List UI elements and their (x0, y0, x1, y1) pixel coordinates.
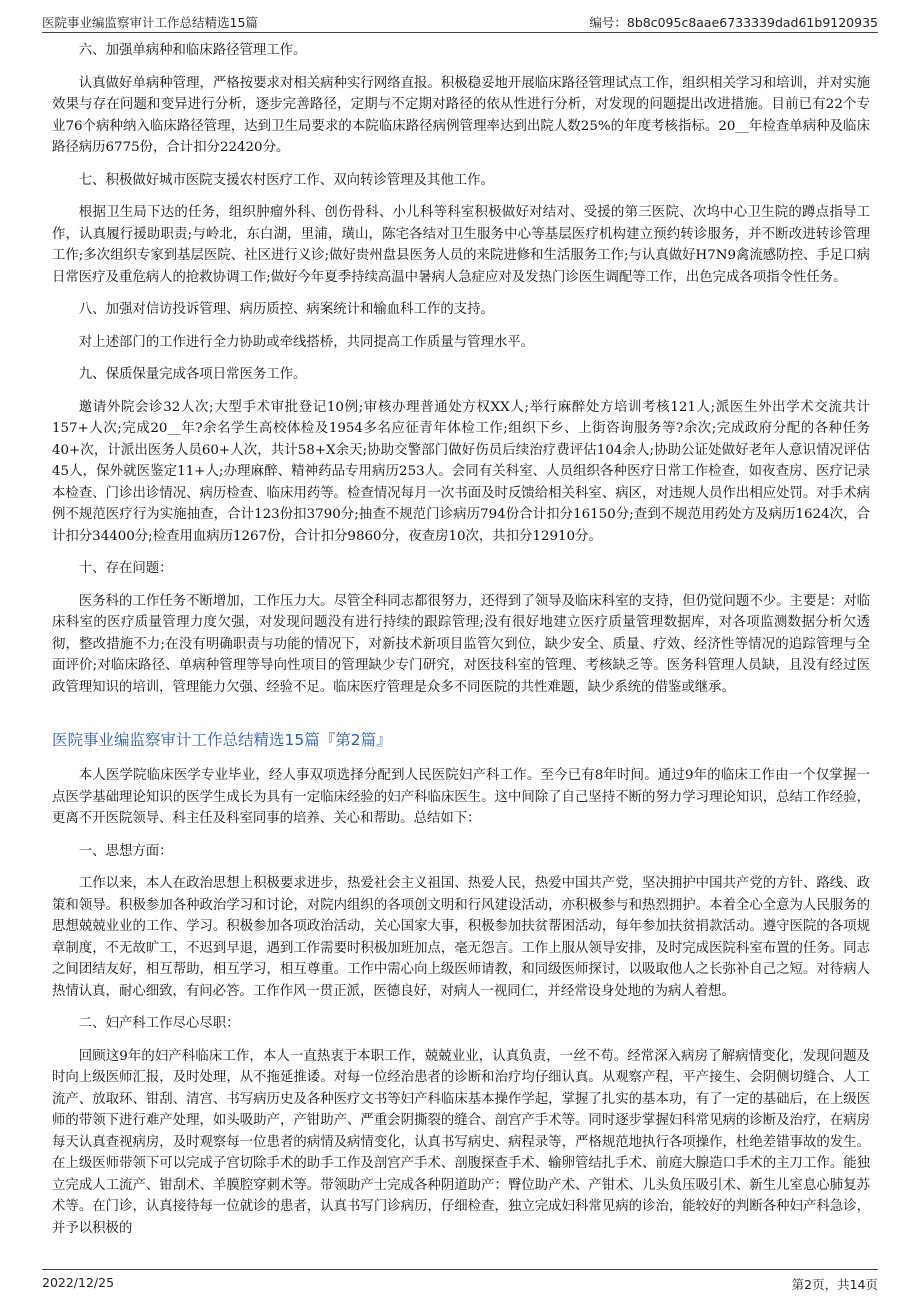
page-footer (42, 1269, 878, 1292)
document-title: 医院事业编监察审计工作总结精选15篇 (42, 15, 258, 30)
footer-date: 2022/12/25 (42, 1275, 115, 1290)
paragraph: 对上述部门的工作进行全力协助或牵线搭桥，共同提高工作质量与管理水平。 (78, 334, 535, 350)
paragraph: 一、思想方面： (78, 843, 173, 859)
paragraph: 九、保质保量完成各项日常医务工作。 (78, 367, 307, 382)
paragraph: 回顾这9年的妇产科临床工作，本人一直热衷于本职工作，兢兢业业，认真负责，一丝不苟。经常深入病房了解病情变化，发现问题及时向上级医师汇报，及时处理，从不拖延推诿。对每一位经治患者的诊断和治疗均仔细认真。从观察产程，平产接生、会阴侧切缝合、人工流产、放取环、钳刮、清宫、书写病历史及各种医疗文书等妇产科临床基本操作学起，掌握了扎实的基本功，有了一定的基础后，在上级医师的带领下进行难产处理，如头吸助产，产钳助产、严重会阴撕裂的缝合、剖宫产手术等。同时逐步掌握妇科常见病的诊断及治疗，在病房每天认真查视病房，及时观察每一位患者的病情及病情变化，认真书写病史、病程录等，严格规范地执行各项操作，杜绝差错事故的发生。在上级医师带领下可以完成子宫切除手术的助手工作及剖宫产手术、剖腹探查手术、输卵管结扎手术、前庭大腺造口手术的主刀工作。能独立完成人工流产、钳刮术、羊膜腔穿刺术等。带领助产士完成各种阴道助产：臀位助产术、产钳术、儿头负压吸引术、新生儿室息心肺复苏术等。在门诊，认真接待每一位就诊的患者，认真书写门诊病历，仔细检查，独立完成妇科常见病的诊治，能较好的判断各种妇产科急诊，并予以积极的 (52, 1048, 870, 1236)
paragraph: 八、加强对信访投诉管理、病历质控、病案统计和输血科工作的支持。 (78, 302, 494, 317)
paragraph: 医务科的工作任务不断增加，工作压力大。尽管全科同志都很努力，还得到了领导及临床科室的支持，但仍觉问题不少。主要是：对临床科室的医疗质量管理力度欠强，对发现问题没有进行持续的跟踪管理;没有很好地建立医疗质量管理数据库，对各项监测数据分析欠透彻，整改措施不力;在没有明确职责与功能的情况下，对新技术新项目监管欠到位，缺少安全、质量、疗效、经济性等情况的追踪管理与全面评价;对临床路径、单病种管理等导向性项目的管理缺少专门研究，对医技科室的管理、考核缺乏等。医务科管理人员缺，且没有经过医政管理知识的培训，管理能力欠强、经验不足。临床医疗管理是众多不同医院的共性难题，缺少系统的借鉴或继承。 (52, 593, 870, 695)
paragraph: 七、积极做好城市医院支援农村医疗工作、双向转诊管理及其他工作。 (78, 172, 494, 188)
paragraph: 本人医学院临床医学专业毕业，经人事双项选择分配到人民医院妇产科工作。至今已有8年时间。通过9年的临床工作由一个仅掌握一点医学基础理论知识的医学生成长为具有一定临床经验的妇产科临床医生。这中间除了自己坚持不断的努力学习理论知识，总结工作经验，更离不开医院领导、科主任及科室同事的培养、关心和帮助。总结如下： (52, 768, 870, 826)
paragraph: 十、存在问题： (78, 561, 173, 576)
paragraph: 二、妇产科工作尽心尽职： (78, 1016, 240, 1031)
page-number: 第2页，共14页 (791, 1277, 878, 1292)
page-header (42, 10, 878, 33)
document-body (52, 40, 870, 1250)
paragraph: 工作以来，本人在政治思想上积极要求进步，热爱社会主义祖国、热爱人民，热爱中国共产党，坚决拥护中国共产党的方针、路线、政策和领导。积极参加各种政治学习和讨论，对院内组织的各项创文明和行风建设活动，亦积极参与和热烈拥护。本着全心全意为人民服务的思想兢兢业业的工作、学习。积极参加各项政治活动，关心国家大事，积极参加扶贫帮困活动，每年参加扶贫捐款活动。遵守医院的各项规章制度，不无故旷工，不迟到早退，遇到工作需要时积极加班加点，毫无怨言。工作上服从领导安排，及时完成医院科室布置的任务。同志之间团结友好，相互帮助，相互学习，相互尊重。工作中需心向上级医师请教，和同级医师探讨，以吸取他人之长弥补自己之短。对待病人热情认真，耐心细致，有问必答。工作作风一贯正派，医德良好，对病人一视同仁，并经常设身处地的为病人着想。 (52, 876, 870, 999)
paragraph: 根据卫生局下达的任务，组织肿瘤外科、创伤骨科、小儿科等科室积极做好对结对、受援的第三医院、次坞中心卫生院的蹲点指导工作，认真履行援助职责;与岭北，东白湖，里浦，璜山，陈宅各结对卫生服务中心等基层医疗机构建立预约转诊服务，并不断改进转诊管理工作;多次组织专家到基层医院、社区进行义诊;做好贵州盘县医务人员的来院进修和生活服务工作;与认真做好H7N9禽流感防控、手足口病日常医疗及重危病人的抢救协调工作;做好今年夏季持续高温中暑病人急症应对及发热门诊医生调配等工作，出色完成各项指令性任务。 (52, 205, 870, 285)
paragraph: 邀请外院会诊32人次;大型手术审批登记10例;审核办理普通处方权XX人;举行麻醉处方培训考核121人;派医生外出学术交流共计157+人次;完成20__年?余名学生高校体检及1954多名应征青年体检工作;组织下乡、上街咨询服务等?余次;完成政府分配的各种任务40+次，计派出医务人员60+人次，共计58+X余天;协助交警部门做好伤员后续治疗费评估104余人;协助公证处做好老年人意识情况评估45人，保外就医鉴定11+人;办理麻醉、精神药品专用病历253人。会同有关科室、人员组织各种医疗日常工作检查，如夜查房、医疗记录本检查、门诊出诊情况、病历检查、临床用药等。检查情况每月一次书面及时反馈给相关科室、病区，对违规人员作出相应处罚。对手术病例不规范医疗行为实施抽查，合计123份扣3790分;抽查不规范门诊病历794份合计扣分16150分;查到不规范用药处方及病历1624次，合计扣分34400分;检查用血病历1267份，合计扣分9860分，夜查房10次，共扣分12910分。 (52, 399, 870, 544)
paragraph: 六、加强单病种和临床路径管理工作。 (78, 43, 307, 58)
paragraph: 认真做好单病种管理，严格按要求对相关病种实行网络直报。积极稳妥地开展临床路径管理试点工作，组织相关学习和培训，并对实施效果与存在问题和变异进行分析，逐步完善路径，定期与不定期对路径的依从性进行分析，对发现的问题提出改进措施。目前已有22个专业76个病种纳入临床路径管理，达到卫生局要求的本院临床路径病例管理率达到出院人数25%的年度考核指标。20__年检查单病种及临床路径病历6775份，合计扣分22420分。 (52, 75, 870, 155)
section-title: 医院事业编监察审计工作总结精选15篇『第2篇』 (52, 731, 392, 749)
document-code: 编号：8b8c095c8aae6733339dad61b9120935 (589, 15, 878, 30)
